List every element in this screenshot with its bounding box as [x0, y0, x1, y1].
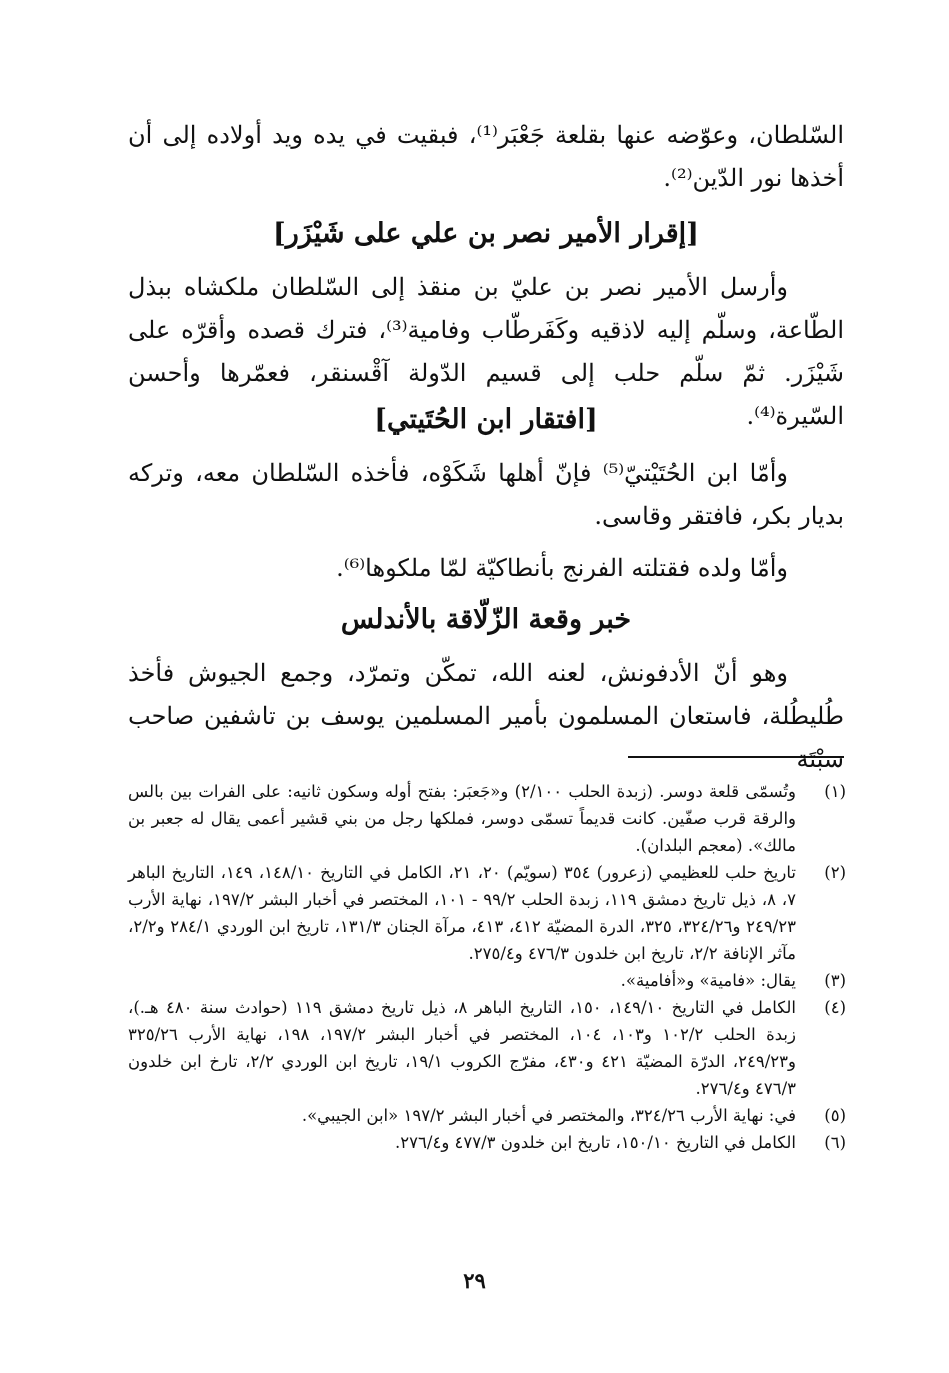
section-heading-ibn-hutayti: [افتقار ابن الحُتَيتي]	[374, 404, 598, 435]
footnotes-section	[128, 778, 846, 1156]
footnote-text: وتُسمّى قلعة دوسر. (زبدة الحلب ٢/١٠٠) و«جَعبَر: بفتح أوله وسكون ثانيه: على الفرات بين بالس والرقة قرب صفّين. كانت قديماً تسمّى دوسر، فملكها رجل من بني قشير أعمى يقال له جعبر بن مالك». (معجم البلدان).	[128, 782, 796, 855]
footnote-item	[128, 967, 846, 994]
footnote-number: (٣)	[824, 971, 846, 990]
footnote-item	[128, 778, 846, 859]
footnote-divider	[628, 756, 844, 758]
page-number: ٢٩	[463, 1268, 486, 1293]
footnote-text: الكامل في التاريخ ١٥٠/١٠، تاريخ ابن خلدون ٤٧٧/٣ و٢٧٦/٤.	[395, 1133, 796, 1152]
paragraph-continuation	[128, 114, 844, 200]
paragraph-text: السّلطان، وعوّضه عنها بقلعة جَعْبَر⁽¹⁾، فبقيت في يده ويد أولاده إلى أن أخذها نور الدّين⁽²⁾.	[128, 121, 844, 192]
paragraph-text: وهو أنّ الأدفونش، لعنه الله، تمكّن وتمرّد، وجمع الجيوش فأخذ طُليطُلة، فاستعان المسلمون بأمير المسلمين يوسف بن تاشفين صاحب سبْتَة	[128, 659, 844, 773]
paragraph-zallaqa	[128, 652, 844, 781]
footnote-number: (٤)	[824, 998, 846, 1017]
footnote-number: (١)	[824, 782, 846, 801]
footnote-item	[128, 994, 846, 1102]
paragraph-text: وأرسل الأمير نصر بن عليّ بن منقذ إلى السّلطان ملكشاه ببذل الطّاعة، وسلّم إليه لاذقيه وكَفَرطّاب وفامية⁽³⁾، فترك قصده وأقرّه على شَيْزَر. ثمّ سلّم حلب إلى قسيم الدّولة آقْسنقر، فعمّرها وأحسن السّيرة⁽⁴⁾.	[128, 273, 844, 430]
footnote-text: الكامل في التاريخ ١٤٩/١٠، ١٥٠، التاريخ الباهر ٨، ذيل تاريخ دمشق ١١٩ (حوادث سنة ٤٨٠ هـ.)، زبدة الحلب ١٠٢/٢ و١٠٣، ١٠٤، المختصر في أخبار البشر ١٩٧/٢، ١٩٨، نهاية الأرب ٣٢٥/٢٦ و٢٤٩/٢٣، الدرّة المضيّة ٤٢١ و٤٣٠، مفرّج الكروب ١٩/١، تاريخ ابن الوردي ٢/٢، تارخ ابن خلدون ٤٧٦/٣ و٢٧٦/٤.	[128, 998, 796, 1098]
footnote-item	[128, 1129, 846, 1156]
footnote-text: تاريخ حلب للعظيمي (زعرور) ٣٥٤ (سويّم) ٢٠، ٢١، الكامل في التاريخ ١٤٨/١٠، ١٤٩، التاريخ الباهر ٧، ٨، ذيل تاريخ دمشق ١١٩، زبدة الحلب ٩٩/٢ - ١٠١، المختصر في أخبار البشر ١٩٧/٢، نهاية الأرب ٢٤٩/٢٣ و٣٢٤/٢٦، ٣٢٥، الدرة المضيّة ٤١٢، ٤١٣، مرآة الجنان ١٣١/٣، تاريخ ابن الوردي ٢٨٤/١ و٢/٢، مآثر الإنافة ٢/٢، تاريخ ابن خلدون ٤٧٦/٣ و٢٧٥/٤.	[128, 863, 796, 963]
footnote-number: (٦)	[824, 1133, 846, 1152]
footnote-text: يقال: «فامية» و«أفامية».	[620, 971, 796, 990]
footnote-text: في: نهاية الأرب ٣٢٤/٢٦، والمختصر في أخبار البشر ١٩٧/٢ «ابن الجيبي».	[301, 1106, 796, 1125]
section-heading-nasr-ibn-ali: [إقرار الأمير نصر بن علي على شَيْزَر]	[273, 218, 699, 249]
paragraph-ibn-hutayti	[128, 452, 844, 590]
footnote-item	[128, 1102, 846, 1129]
footnote-number: (٥)	[824, 1106, 846, 1125]
paragraph-text: وأمّا ولده فقتلته الفرنج بأنطاكيّة لمّا ملكوها⁽⁶⁾.	[336, 554, 788, 582]
section-heading-zallaqa: خبر وقعة الزّلّاقة بالأندلس	[340, 604, 632, 635]
footnote-number: (٢)	[824, 863, 846, 882]
paragraph-text: وأمّا ابن الحُتَيْتيّ⁽⁵⁾ فإنّ أهلها شَكَوْه، فأخذه السّلطان معه، وتركه بديار بكر، فافتقر وقاسى.	[128, 459, 844, 530]
footnote-item	[128, 859, 846, 967]
